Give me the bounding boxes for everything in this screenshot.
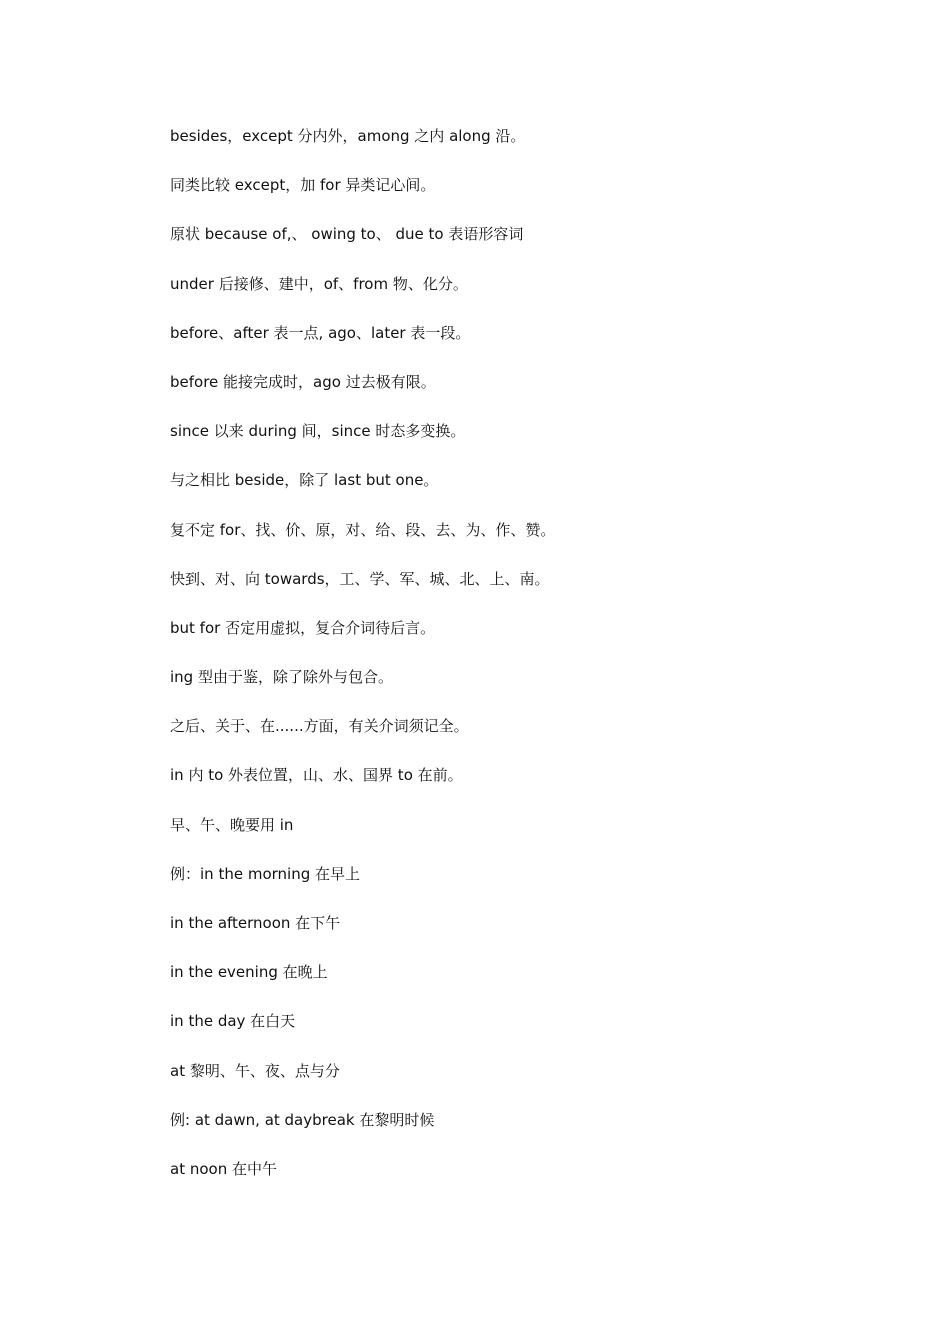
text-line: before 能接完成时，ago 过去极有限。 — [170, 372, 436, 391]
document-body — [170, 124, 890, 1206]
text-line: in 内 to 外表位置，山、水、国界 to 在前。 — [170, 766, 463, 785]
text-line: at 黎明、午、夜、点与分 — [170, 1061, 340, 1080]
text-line: ing 型由于鉴，除了除外与包合。 — [170, 668, 393, 687]
text-line: in the day 在白天 — [170, 1012, 296, 1031]
text-line: 例: at dawn, at daybreak 在黎明时候 — [170, 1110, 435, 1129]
text-line: 例：in the morning 在早上 — [170, 864, 360, 883]
text-line: besides，except 分内外，among 之内 along 沿。 — [170, 127, 526, 145]
text-line: but for 否定用虚拟，复合介词待后言。 — [170, 618, 436, 637]
text-line: 与之相比 beside，除了 last but one。 — [170, 471, 439, 490]
text-line: before、after 表一点, ago、later 表一段。 — [170, 323, 471, 342]
text-line: 之后、关于、在......方面，有关介词须记全。 — [170, 717, 469, 736]
text-line: 原状 because of,、 owing to、 due to 表语形容词 — [170, 225, 524, 244]
text-line: in the evening 在晚上 — [170, 963, 328, 982]
text-line: in the afternoon 在下午 — [170, 914, 341, 932]
text-line: under 后接修、建中，of、from 物、化分。 — [170, 274, 468, 293]
text-line: 复不定 for、找、价、原，对、给、段、去、为、作、赞。 — [170, 520, 556, 539]
text-line: 早、午、晚要用 in — [170, 815, 294, 834]
text-line: 快到、对、向 towards，工、学、军、城、北、上、南。 — [170, 569, 550, 588]
text-line: since 以来 during 间，since 时态多变换。 — [170, 422, 466, 441]
text-line: at noon 在中午 — [170, 1159, 277, 1178]
text-line: 同类比较 except，加 for 异类记心间。 — [170, 176, 436, 195]
